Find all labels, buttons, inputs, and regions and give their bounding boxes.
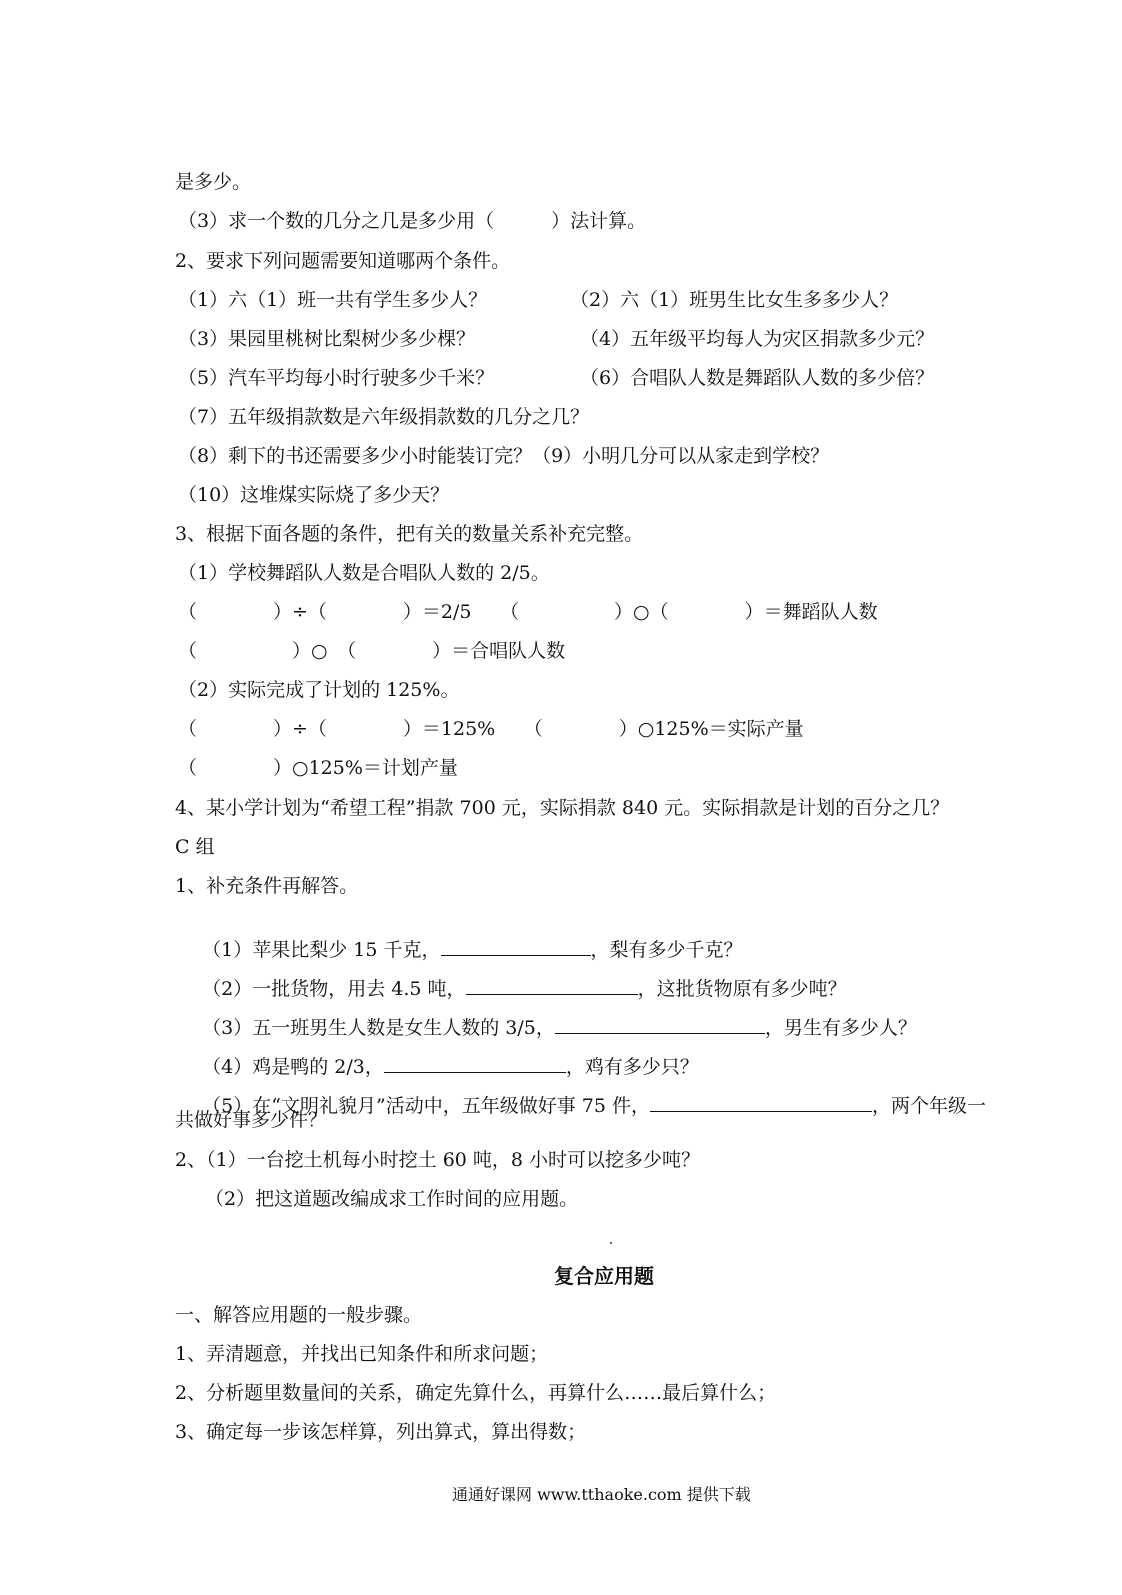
page-footer: 通通好课网 www.tthaoke.com 提供下载 [452, 1485, 751, 1504]
text-line: （2）把这道题改编成求工作时间的应用题。 [205, 1188, 579, 1210]
question-heading: 2、要求下列问题需要知道哪两个条件。 [175, 250, 511, 272]
text-line: （ ）○125%＝计划产量 [178, 757, 458, 779]
text-line: （6）合唱队人数是舞蹈队人数的多少倍？ [580, 367, 935, 389]
text-line: 共做好事多少件？ [175, 1109, 328, 1131]
text-line: （7）五年级捐款数是六年级捐款数的几分之几？ [178, 406, 590, 428]
text-segment: ，两个年级一 [871, 1095, 986, 1117]
text-line: （ ）○ （ ）＝合唱队人数 [178, 640, 566, 662]
text-line: （1）学校舞蹈队人数是合唱队人数的 2/5。 [178, 562, 550, 584]
question-heading: 4、某小学计划为“希望工程”捐款 700 元，实际捐款 840 元。实际捐款是计划的百分之几？ [175, 797, 950, 819]
text-segment: ，鸡有多少只？ [565, 1056, 699, 1078]
text-line: 3、确定每一步该怎样算，列出算式，算出得数； [175, 1421, 587, 1443]
text-line: （8）剩下的书还需要多少小时能装订完？（9）小明几分可以从家走到学校？ [178, 445, 830, 467]
text-segment: ，男生有多少人？ [764, 1017, 917, 1039]
text-segment: （5）在“文明礼貌月”活动中，五年级做好事 75 件， [202, 1095, 650, 1117]
section-heading: 一、解答应用题的一般步骤。 [175, 1304, 423, 1326]
text-line: （3）果园里桃树比梨树少多少棵？ [178, 328, 476, 350]
answer-blank[interactable] [650, 1093, 872, 1112]
text-segment: （3）五一班男生人数是女生人数的 3/5， [202, 1017, 555, 1039]
text-line: （2）实际完成了计划的 125%。 [178, 679, 460, 701]
text-segment: ，梨有多少千克？ [590, 939, 743, 961]
stray-dot [610, 1242, 612, 1244]
question-heading: 2、（1）一台挖土机每小时挖土 60 吨，8 小时可以挖多少吨？ [175, 1149, 701, 1171]
text-segment: （2）一批货物，用去 4.5 吨， [202, 978, 466, 1000]
text-line: （1）六（1）班一共有学生多少人？ [178, 289, 488, 311]
question-heading: 3、根据下面各题的条件，把有关的数量关系补充完整。 [175, 523, 644, 545]
text-line: 1、弄清题意，并找出已知条件和所求问题； [175, 1343, 549, 1365]
text-line: （ ）÷（ ）＝125% （ ）○125%＝实际产量 [178, 718, 804, 740]
section-title: 复合应用题 [554, 1264, 654, 1288]
section-heading: C 组 [175, 836, 215, 858]
text-line: （3）求一个数的几分之几是多少用（ ）法计算。 [178, 210, 647, 232]
text-line: （4）五年级平均每人为灾区捐款多少元？ [580, 328, 935, 350]
text-line: （2）六（1）班男生比女生多多少人？ [570, 289, 899, 311]
text-line: （ ）÷（ ）＝2/5 （ ）○（ ）＝舞蹈队人数 [178, 601, 878, 623]
text-segment: （1）苹果比梨少 15 千克， [202, 939, 441, 961]
text-line: （10）这堆煤实际烧了多少天？ [178, 484, 450, 506]
text-segment: ，这批货物原有多少吨？ [637, 978, 847, 1000]
text-line: 2、分析题里数量间的关系，确定先算什么，再算什么……最后算什么； [175, 1382, 777, 1404]
text-line: （5）汽车平均每小时行驶多少千米？ [178, 367, 495, 389]
question-heading: 1、补充条件再解答。 [175, 875, 359, 897]
text-line: 是多少。 [175, 171, 252, 193]
text-segment: （4）鸡是鸭的 2/3， [202, 1056, 384, 1078]
